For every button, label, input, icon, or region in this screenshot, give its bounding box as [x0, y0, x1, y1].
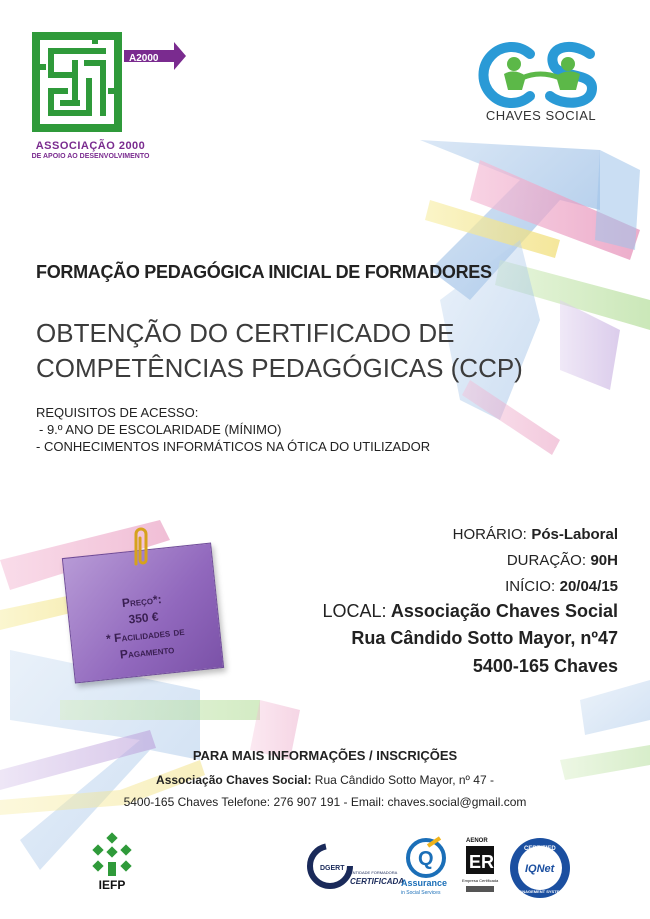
paperclip-icon: [128, 524, 154, 570]
course-title: FORMAÇÃO PEDAGÓGICA INICIAL DE FORMADORES: [36, 262, 492, 282]
assurance-subtitle: in Social Services: [401, 890, 441, 896]
price-note-text: [67, 585, 221, 668]
aenor-mark: ER: [469, 852, 495, 872]
iefp-logo: [88, 832, 136, 880]
iqnet-bottom-text: MANAGEMENT SYSTEM: [516, 889, 563, 894]
chaves-social-name: CHAVES SOCIAL: [485, 108, 597, 123]
location-label: LOCAL:: [322, 601, 387, 621]
aenor-subtitle: Empresa Certificada: [462, 878, 499, 883]
dgert-cert-text: CERTIFICADA: [350, 877, 405, 886]
dgert-entity-text: ENTIDADE FORMADORA: [350, 870, 398, 875]
inicio-label: INÍCIO:: [505, 578, 556, 595]
course-subtitle: [36, 316, 523, 386]
info-address-line-1: [0, 773, 650, 787]
assurance-social-services-logo: [398, 834, 454, 898]
requirements-block: [36, 404, 430, 455]
info-address: Rua Cândido Sotto Mayor, nº 47 -: [314, 773, 494, 787]
info-org-name: Associação Chaves Social:: [156, 773, 312, 787]
horario-label: HORÁRIO:: [452, 526, 527, 543]
aenor-name: AENOR: [466, 838, 488, 844]
associacao-2000-tagline: DE APOIO AO DESENVOLVIMENTO: [31, 153, 150, 160]
course-subtitle-line-2: COMPETÊNCIAS PEDAGÓGICAS (CCP): [36, 353, 523, 383]
schedule-horario: [453, 526, 618, 544]
iefp-label: IEFP: [98, 878, 126, 892]
chaves-social-logo: [470, 40, 610, 110]
duracao-label: DURAÇÃO:: [506, 552, 587, 569]
location-street: Rua Cândido Sotto Mayor, nº47: [351, 628, 618, 648]
info-contact-line: 5400-165 Chaves Telefone: 276 907 191 - Email: chaves.social@gmail.com: [123, 795, 527, 809]
info-heading: PARA MAIS INFORMAÇÕES / INSCRIÇÕES: [192, 748, 458, 763]
location-postal: 5400-165 Chaves: [472, 656, 618, 676]
price-footnote-line-2: Pagamento: [119, 641, 175, 662]
requirements-heading: REQUISITOS DE ACESSO:: [36, 405, 199, 420]
dgert-mark: DGERT: [320, 865, 345, 872]
a2000-badge-text: A2000: [129, 53, 159, 64]
iqnet-mark: IQNet: [525, 863, 555, 875]
dgert-certification-logo: [306, 836, 405, 896]
svg-text:Q: Q: [418, 848, 434, 870]
price-value: 350 €: [127, 609, 160, 627]
schedule-duracao: [507, 552, 618, 570]
associacao-2000-name: ASSOCIAÇÃO 2000: [35, 140, 146, 152]
price-footnote-line-1: * Facilidades de: [105, 623, 186, 646]
inicio-value: 20/04/15: [559, 578, 618, 595]
duracao-value: 90H: [590, 552, 618, 569]
course-subtitle-line-1: OBTENÇÃO DO CERTIFICADO DE: [36, 318, 455, 348]
location-name: Associação Chaves Social: [390, 601, 618, 621]
price-label: Preço*:: [121, 592, 163, 611]
location-name-line: [323, 601, 619, 622]
schedule-inicio: [505, 578, 618, 596]
aenor-certification-logo: [458, 834, 502, 898]
iqnet-certification-logo: [508, 836, 572, 900]
horario-value: Pós-Laboral: [531, 526, 618, 543]
requirement-item: - CONHECIMENTOS INFORMÁTICOS NA ÓTICA DO UTILIZADOR: [36, 439, 431, 454]
assurance-name: Assurance: [401, 878, 448, 888]
iqnet-top-text: CERTIFIED: [524, 846, 556, 852]
requirement-item: - 9.º ANO DE ESCOLARIDADE (MÍNIMO): [39, 422, 282, 437]
